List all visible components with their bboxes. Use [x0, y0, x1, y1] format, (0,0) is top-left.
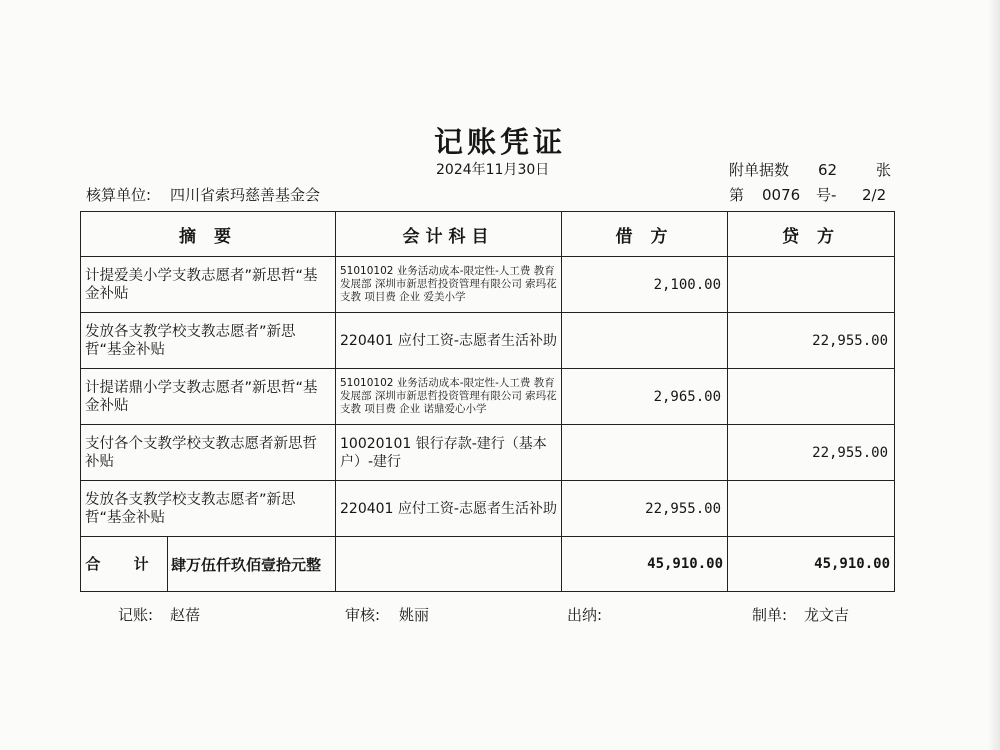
- row-debit: [562, 425, 728, 481]
- table-row: [81, 425, 895, 481]
- row-credit: 22,955.00: [728, 313, 895, 369]
- row-account: 220401 应付工资-志愿者生活补助: [336, 481, 562, 537]
- row-debit: 2,100.00: [562, 257, 728, 313]
- row-account: 10020101 银行存款-建行（基本户）-建行: [336, 425, 562, 481]
- attachments-count: 62: [818, 161, 838, 179]
- row-debit: 22,955.00: [562, 481, 728, 537]
- row-credit: [728, 257, 895, 313]
- total-debit: 45,910.00: [562, 537, 728, 592]
- voucher-number: 0076: [762, 186, 801, 204]
- total-label: 合 计: [81, 537, 168, 591]
- row-debit: [562, 313, 728, 369]
- page-edge-shadow: [988, 0, 1000, 750]
- bookkeeper-name: 赵蓓: [170, 606, 201, 624]
- table-row: [81, 313, 895, 369]
- row-account: 220401 应付工资-志愿者生活补助: [336, 313, 562, 369]
- row-account: 51010102 业务活动成本-限定性-人工费 教育发展部 深圳市新思哲投资管理有限公司 索玛花支教 项目费 企业 爱美小学: [336, 257, 562, 313]
- total-account-cell: [336, 537, 562, 592]
- table-row: [81, 369, 895, 425]
- total-credit: 45,910.00: [728, 537, 895, 592]
- maker-label: 制单:: [752, 606, 788, 624]
- total-amount-in-words: 肆万伍仟玖佰壹拾元整: [171, 555, 322, 574]
- header-credit: 贷 方: [728, 212, 895, 257]
- table-header-row: [81, 212, 895, 257]
- header-debit: 借 方: [562, 212, 728, 257]
- total-cell: [81, 537, 336, 592]
- header-summary: 摘 要: [81, 212, 336, 257]
- row-account: 51010102 业务活动成本-限定性-人工费 教育发展部 深圳市新思哲投资管理有限公司 索玛花支教 项目费 企业 诺鼎爱心小学: [336, 369, 562, 425]
- reviewer-name: 姚丽: [399, 606, 430, 624]
- row-summary: 计提爱美小学支教志愿者”新思哲“基金补贴: [81, 257, 336, 313]
- voucher-date: 2024年11月30日: [436, 162, 550, 178]
- voucher-title: 记账凭证: [433, 125, 566, 159]
- table-row: [81, 481, 895, 537]
- bookkeeper-label: 记账:: [118, 606, 154, 624]
- row-credit: [728, 369, 895, 425]
- accounting-unit-label: 核算单位:: [86, 186, 152, 204]
- row-summary: 发放各支教学校支教志愿者”新思哲“基金补贴: [81, 481, 336, 537]
- header-account: 会计科目: [336, 212, 562, 257]
- total-row: [81, 537, 895, 592]
- row-credit: [728, 481, 895, 537]
- row-summary: 发放各支教学校支教志愿者”新思哲“基金补贴: [81, 313, 336, 369]
- voucher-table: [80, 211, 895, 592]
- row-summary: 支付各个支教学校支教志愿者新思哲补贴: [81, 425, 336, 481]
- table-row: [81, 257, 895, 313]
- voucher-number-prefix: 第: [729, 186, 745, 204]
- row-credit: 22,955.00: [728, 425, 895, 481]
- row-summary: 计提诺鼎小学支教志愿者”新思哲“基金补贴: [81, 369, 336, 425]
- row-debit: 2,965.00: [562, 369, 728, 425]
- cashier-label: 出纳:: [567, 606, 603, 624]
- maker-name: 龙文吉: [804, 606, 850, 624]
- voucher-page: 2/2: [862, 186, 887, 204]
- voucher-number-suffix: 号-: [816, 186, 837, 204]
- attachments-label: 附单据数: [729, 161, 790, 179]
- accounting-unit-name: 四川省索玛慈善基金会: [170, 186, 321, 204]
- attachments-unit: 张: [876, 161, 892, 179]
- reviewer-label: 审核:: [345, 606, 381, 624]
